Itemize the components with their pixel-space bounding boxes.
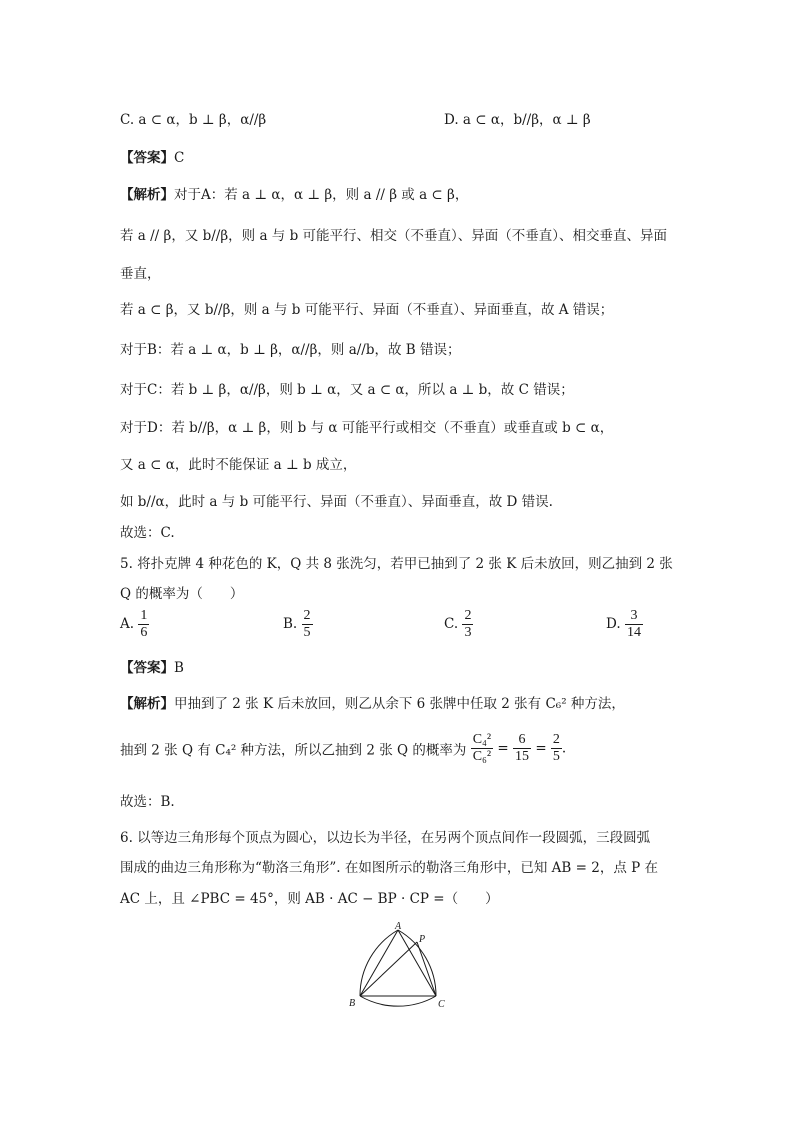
q5-stem-line-2: Q 的概率为（ ） bbox=[120, 586, 244, 602]
q5-option-a: A. $\frac{1}{6}$ bbox=[120, 608, 148, 640]
answer-label: 【答案】 bbox=[120, 660, 174, 676]
q4-choose: 故选：C. bbox=[120, 525, 175, 541]
label-p: P bbox=[419, 934, 426, 945]
fraction: $\frac{3}{14}$ bbox=[626, 608, 641, 640]
label-c: C bbox=[438, 999, 445, 1010]
q4-analysis-line-9: 如 b//α，此时 a 与 b 可能平行、异面（不垂直）、异面垂直，故 D 错误. bbox=[120, 494, 553, 510]
q5-analysis-line-1: 【解析】甲抽到了 2 张 K 后未放回，则乙从余下 6 张牌中任取 2 张有 C₆² 种方法， bbox=[120, 696, 625, 712]
option-d-prev: D. a ⊂ α，b//β，α ⊥ β bbox=[444, 112, 591, 128]
answer-value: C bbox=[174, 150, 185, 166]
q4-answer bbox=[120, 146, 184, 166]
segment-cp bbox=[417, 942, 436, 996]
q5-option-c: C. $\frac{2}{3}$ bbox=[444, 608, 472, 640]
q6-stem-line-2: 围成的曲边三角形称为“勒洛三角形”. 在如图所示的勒洛三角形中，已知 AB = 2，点 P 在 bbox=[120, 860, 658, 876]
q5-option-b: B. $\frac{2}{5}$ bbox=[283, 608, 311, 640]
q4-analysis-line-5: 对于B：若 a ⊥ α，b ⊥ β，α//β，则 a//b，故 B 错误； bbox=[120, 342, 461, 358]
fraction: $\frac{2}{5}$ bbox=[552, 732, 560, 764]
q4-analysis-line-7: 对于D：若 b//β，α ⊥ β，则 b 与 α 可能平行或相交（不垂直）或垂直或 b ⊂ α， bbox=[120, 420, 614, 436]
q4-analysis-line-3: 垂直， bbox=[120, 266, 161, 282]
fraction: $\frac{6}{15}$ bbox=[515, 732, 530, 764]
option-c-prev: C. a ⊂ α，b ⊥ β，α//β bbox=[120, 112, 267, 128]
segment-ab bbox=[360, 930, 398, 996]
segment-bp bbox=[360, 942, 417, 996]
reuleaux-triangle-figure bbox=[340, 920, 460, 1020]
q5-option-d: D. $\frac{3}{14}$ bbox=[606, 608, 641, 640]
fraction: $\frac{2}{5}$ bbox=[303, 608, 311, 640]
q5-answer bbox=[120, 656, 184, 676]
q4-analysis-line-2: 若 a // β，又 b//β，则 a 与 b 可能平行、相交（不垂直）、异面（不垂直）、相交垂直、异面 bbox=[120, 228, 668, 244]
arc-bc bbox=[360, 996, 436, 1006]
q5-choose: 故选：B. bbox=[120, 794, 175, 810]
q5-analysis-line-2: 抽到 2 张 Q 有 C₄² 种方法，所以乙抽到 2 张 Q 的概率为 $\frac{\text{C₄²}}{\text{C₆²}}$ = $\frac{6}{15}$ = $\frac{2}{5}$ . bbox=[120, 732, 567, 764]
q6-stem-line-3: AC 上，且 ∠PBC = 45°，则 AB · AC − BP · CP =（ ） bbox=[120, 891, 499, 907]
q4-analysis-line-6: 对于C：若 b ⊥ β，α//β，则 b ⊥ α，又 a ⊂ α，所以 a ⊥ b，故 C 错误； bbox=[120, 382, 574, 398]
fraction: $\frac{1}{6}$ bbox=[140, 608, 148, 640]
q4-analysis-line-4: 若 a ⊂ β，又 b//β，则 a 与 b 可能平行、异面（不垂直）、异面垂直，故 A 错误； bbox=[120, 302, 614, 318]
q4-analysis-line-8: 又 a ⊂ α，此时不能保证 a ⊥ b 成立， bbox=[120, 457, 357, 473]
label-b: B bbox=[349, 998, 356, 1009]
q5-stem-line-1: 5. 将扑克牌 4 种花色的 K，Q 共 8 张洗匀，若甲已抽到了 2 张 K 后未放回，则乙抽到 2 张 bbox=[120, 556, 673, 572]
answer-value: B bbox=[174, 660, 184, 676]
answer-label: 【答案】 bbox=[120, 150, 174, 166]
q6-stem-line-1: 6. 以等边三角形每个顶点为圆心，以边长为半径，在另两个顶点间作一段圆弧，三段圆弧 bbox=[120, 830, 651, 846]
q4-analysis-line-1: 【解析】对于A：若 a ⊥ α，α ⊥ β，则 a // β 或 a ⊂ β， bbox=[120, 187, 469, 203]
segment-ac bbox=[398, 930, 436, 996]
analysis-label: 【解析】 bbox=[120, 696, 174, 712]
label-a: A bbox=[395, 921, 402, 932]
fraction: $\frac{\text{C₄²}}{\text{C₆²}}$ bbox=[472, 732, 492, 764]
analysis-label: 【解析】 bbox=[120, 187, 174, 203]
fraction: $\frac{2}{3}$ bbox=[464, 608, 472, 640]
